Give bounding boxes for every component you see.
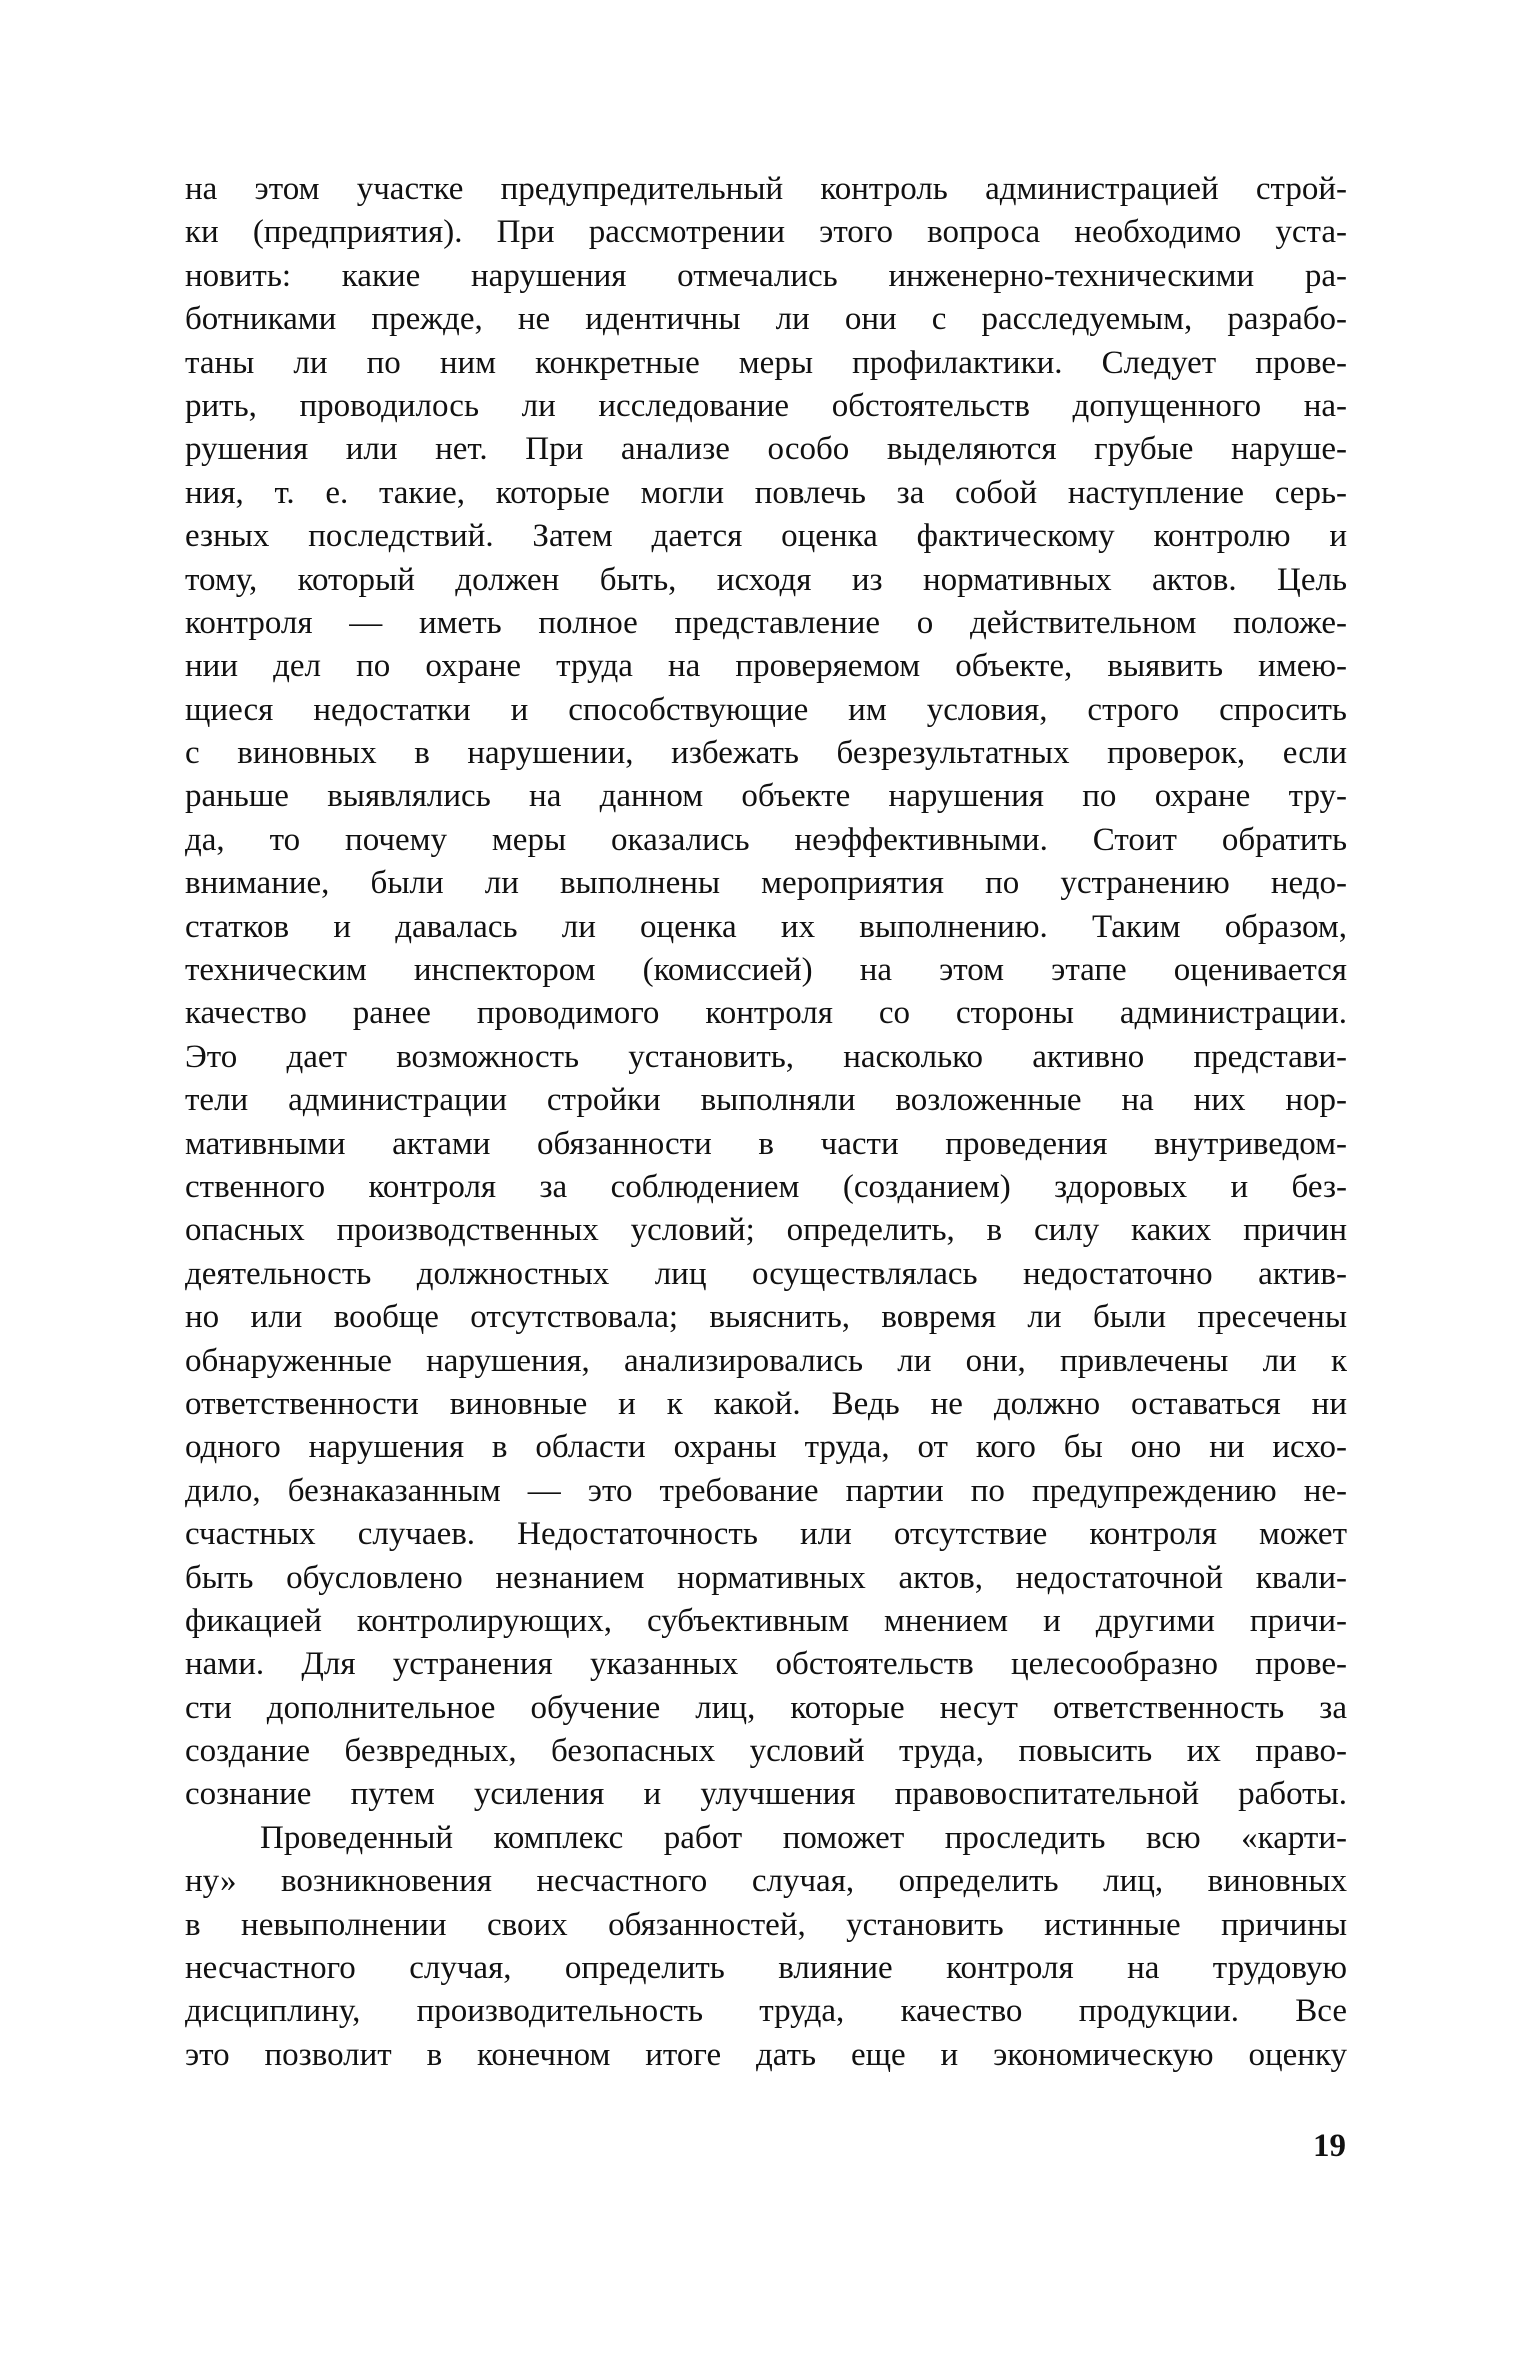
text-line: но или вообще отсутствовала; выяснить, вовремя ли были пресечены	[185, 1299, 1347, 1336]
text-line: ки (предприятия). При рассмотрении этого вопроса необходимо уста-	[185, 214, 1347, 251]
text-line: езных последствий. Затем дается оценка фактическому контролю и	[185, 518, 1347, 555]
text-line: обнаруженные нарушения, анализировались ли они, привлечены ли к	[185, 1342, 1347, 1379]
text-line: качество ранее проводимого контроля со стороны администрации.	[185, 995, 1347, 1032]
text-line: мативными актами обязанности в части проведения внутриведом-	[185, 1125, 1347, 1162]
paragraph-2	[185, 1817, 1347, 2077]
text-line: Это дает возможность установить, насколько активно представи-	[185, 1038, 1347, 1075]
text-line: с виновных в нарушении, избежать безрезультатных проверок, если	[185, 735, 1347, 772]
text-line: дило, безнаказанным — это требование партии по предупреждению не-	[185, 1472, 1347, 1509]
text-line: деятельность должностных лиц осуществлялась недостаточно актив-	[185, 1255, 1347, 1292]
text-line: тому, который должен быть, исходя из нормативных актов. Цель	[185, 561, 1347, 598]
text-line: несчастного случая, определить влияние контроля на трудовую	[185, 1950, 1347, 1987]
text-line: рить, проводилось ли исследование обстоятельств допущенного на-	[185, 387, 1347, 424]
text-line: тели администрации стройки выполняли возложенные на них нор-	[185, 1082, 1347, 1119]
paragraph-1	[185, 168, 1347, 1817]
text-line: на этом участке предупредительный контроль администрацией строй-	[185, 171, 1347, 207]
text-line: одного нарушения в области охраны труда, от кого бы оно ни исхо-	[185, 1429, 1347, 1466]
text-line: внимание, были ли выполнены мероприятия по устранению недо-	[185, 865, 1347, 902]
text-line: сознание путем усиления и улучшения правовоспитательной работы.	[185, 1776, 1347, 1813]
text-line: техническим инспектором (комиссией) на этом этапе оценивается	[185, 952, 1347, 989]
text-line: статков и давалась ли оценка их выполнению. Таким образом,	[185, 908, 1347, 945]
text-line: быть обусловлено незнанием нормативных актов, недостаточной квали-	[185, 1559, 1347, 1596]
text-line: нии дел по охране труда на проверяемом объекте, выявить имею-	[185, 648, 1347, 685]
text-line: ственного контроля за соблюдением (созданием) здоровых и без-	[185, 1168, 1347, 1205]
text-line: фикацией контролирующих, субъективным мнением и другими причи-	[185, 1602, 1347, 1639]
text-line: опасных производственных условий; определить, в силу каких причин	[185, 1212, 1347, 1249]
text-line: ния, т. е. такие, которые могли повлечь за собой наступление серь-	[185, 474, 1347, 511]
text-line: в невыполнении своих обязанностей, установить истинные причины	[185, 1906, 1347, 1943]
text-line: щиеся недостатки и способствующие им условия, строго спросить	[185, 691, 1347, 728]
text-line: ну» возникновения несчастного случая, определить лиц, виновных	[185, 1863, 1347, 1900]
text-line: счастных случаев. Недостаточность или отсутствие контроля может	[185, 1516, 1347, 1553]
text-line: создание безвредных, безопасных условий труда, повысить их право-	[185, 1733, 1347, 1770]
text-line: ответственности виновные и к какой. Ведь не должно оставаться ни	[185, 1385, 1347, 1422]
text-line: рушения или нет. При анализе особо выделяются грубые наруше-	[185, 431, 1347, 468]
text-line: сти дополнительное обучение лиц, которые несут ответственность за	[185, 1689, 1347, 1726]
text-line: нами. Для устранения указанных обстоятельств целесообразно прове-	[185, 1646, 1347, 1683]
text-line: дисциплину, производительность труда, качество продукции. Все	[185, 1993, 1347, 2030]
text-line: раньше выявлялись на данном объекте нарушения по охране тру-	[185, 778, 1347, 815]
page-number: 19	[1313, 2128, 1346, 2164]
text-line: контроля — иметь полное представление о действительном положе-	[185, 604, 1347, 641]
body-text	[185, 168, 1347, 2077]
text-line: да, то почему меры оказались неэффективными. Стоит обратить	[185, 821, 1347, 858]
text-line: Проведенный комплекс работ поможет проследить всю «карти-	[260, 1819, 1347, 1856]
text-line: ботниками прежде, не идентичны ли они с расследуемым, разрабо-	[185, 301, 1347, 338]
text-line: таны ли по ним конкретные меры профилактики. Следует прове-	[185, 344, 1347, 381]
text-line: это позволит в конечном итоге дать еще и экономическую оценку	[185, 2036, 1347, 2073]
text-line: новить: какие нарушения отмечались инженерно-техническими ра-	[185, 257, 1347, 294]
